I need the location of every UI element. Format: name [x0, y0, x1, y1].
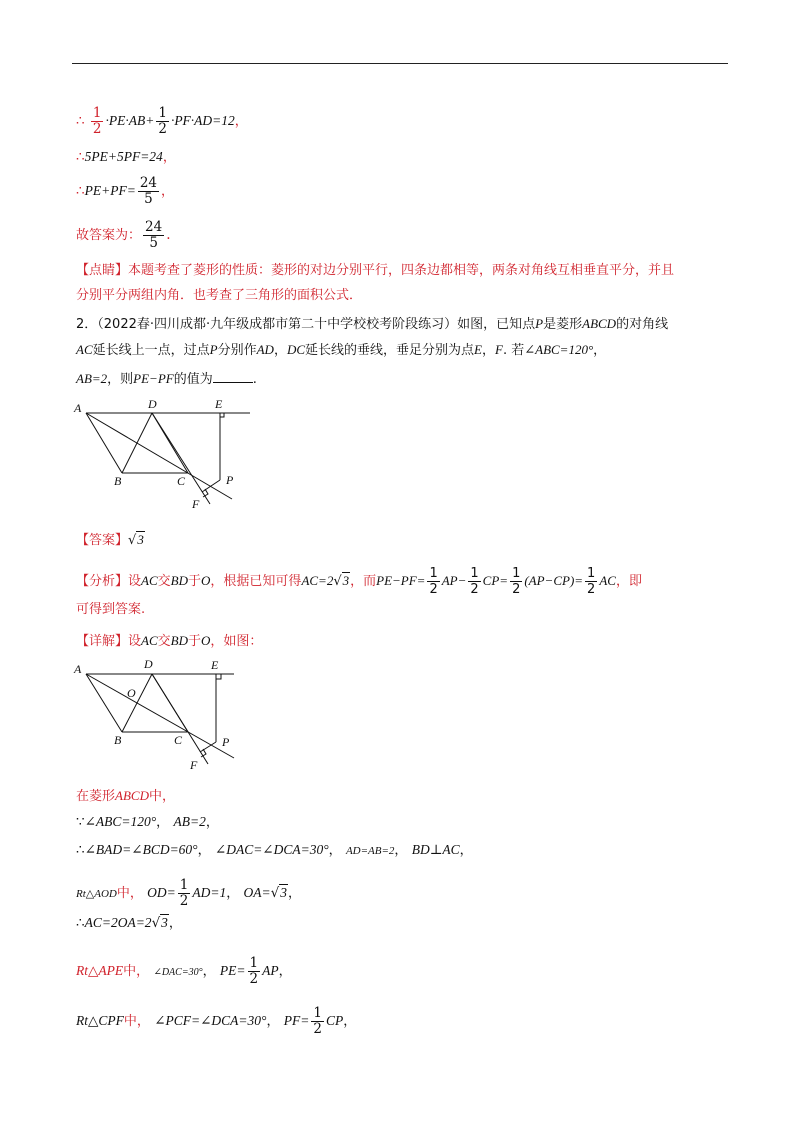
eq-line-1: ∴ $\frac{1}{2}$ ·PE·AB+ $\frac{1}{2}$ ·PF·AD=12， — [76, 105, 248, 137]
fraction-half: $\frac{1}{2}$ — [92, 105, 102, 137]
solution-line-2: ∵∠ABC=120°， AB=2， — [76, 814, 219, 830]
problem2-line-2: AC延长线上一点，过点P分别作AD，DC延长线的垂线，垂足分别为点E，F. 若∠ABC=120°， — [76, 342, 607, 358]
eq-line-3: ∴PE+PF= $\frac{24}{5}$ ， — [76, 175, 175, 207]
answer-line-1: 故答案为： $\frac{24}{5}$ . — [76, 219, 171, 251]
problem2-line-1: 2．（2022春·四川成都·九年级成都市第二十中学校校考阶段练习）如图，已知点P是菱形ABCD的对角线 — [76, 316, 669, 332]
analysis-line-2: 可得到答案. — [76, 602, 146, 617]
svg-text:D: D — [144, 657, 153, 671]
header-rule — [72, 63, 728, 64]
solution-line-1: 在菱形ABCD中， — [76, 788, 175, 804]
svg-text:A: A — [74, 401, 82, 415]
svg-text:D: D — [148, 397, 157, 411]
answer2-line: 【答案】√3 — [76, 532, 144, 548]
problem2-line-3: AB=2，则PE−PF的值为 . — [76, 368, 257, 390]
svg-text:P: P — [226, 473, 234, 487]
svg-text:F: F — [190, 758, 198, 772]
svg-text:B: B — [114, 474, 122, 488]
svg-text:C: C — [177, 474, 186, 488]
comment-line-1: 【点睛】本题考查了菱形的性质：菱形的对边分别平行，四条边都相等，两条对角线互相垂直平分，并且 — [76, 263, 675, 278]
svg-text:C: C — [174, 733, 183, 747]
solution-line-5: ∴AC=2OA=2√3， — [76, 915, 182, 931]
svg-text:F: F — [192, 497, 200, 511]
solution-line-6: Rt△APE中， ∠DAC=30°， PE= $\frac{1}{2}$ AP， — [76, 955, 292, 987]
solution-line-3: ∴∠BAD=∠BCD=60°， ∠DAC=∠DCA=30°， AD=AB=2， BD⊥AC， — [76, 842, 473, 858]
eq-line-2: ∴5PE+5PF=24， — [76, 149, 176, 165]
svg-text:E: E — [211, 658, 219, 672]
svg-text:E: E — [215, 397, 223, 411]
figure-rhombus-2 — [72, 656, 262, 776]
svg-text:P: P — [222, 735, 230, 749]
solution-line-7: Rt△CPF中， ∠PCF=∠DCA=30°， PF= $\frac{1}{2}$ CP， — [76, 1005, 357, 1037]
detail-line: 【详解】设AC交BD于O，如图： — [76, 633, 263, 649]
figure-rhombus-1 — [72, 396, 262, 516]
svg-text:B: B — [114, 733, 122, 747]
solution-line-4: Rt△AOD中， OD= $\frac{1}{2}$ AD=1， OA=√3， — [76, 877, 302, 909]
svg-text:O: O — [127, 686, 136, 700]
analysis-line-1: 【分析】设AC交BD于O，根据已知可得AC=2√3，而PE−PF= $\frac{1}{2}$ AP− $\frac{1}{2}$ CP= $\frac{1}{2}$ (AP−CP)= $\frac{1}{2}$ AC，即 — [76, 566, 642, 597]
answer-blank — [213, 368, 253, 383]
comment-line-2: 分别平分两组内角．也考查了三角形的面积公式． — [76, 288, 363, 303]
fraction-half: $\frac{1}{2}$ — [158, 105, 167, 137]
svg-text:A: A — [74, 662, 82, 676]
